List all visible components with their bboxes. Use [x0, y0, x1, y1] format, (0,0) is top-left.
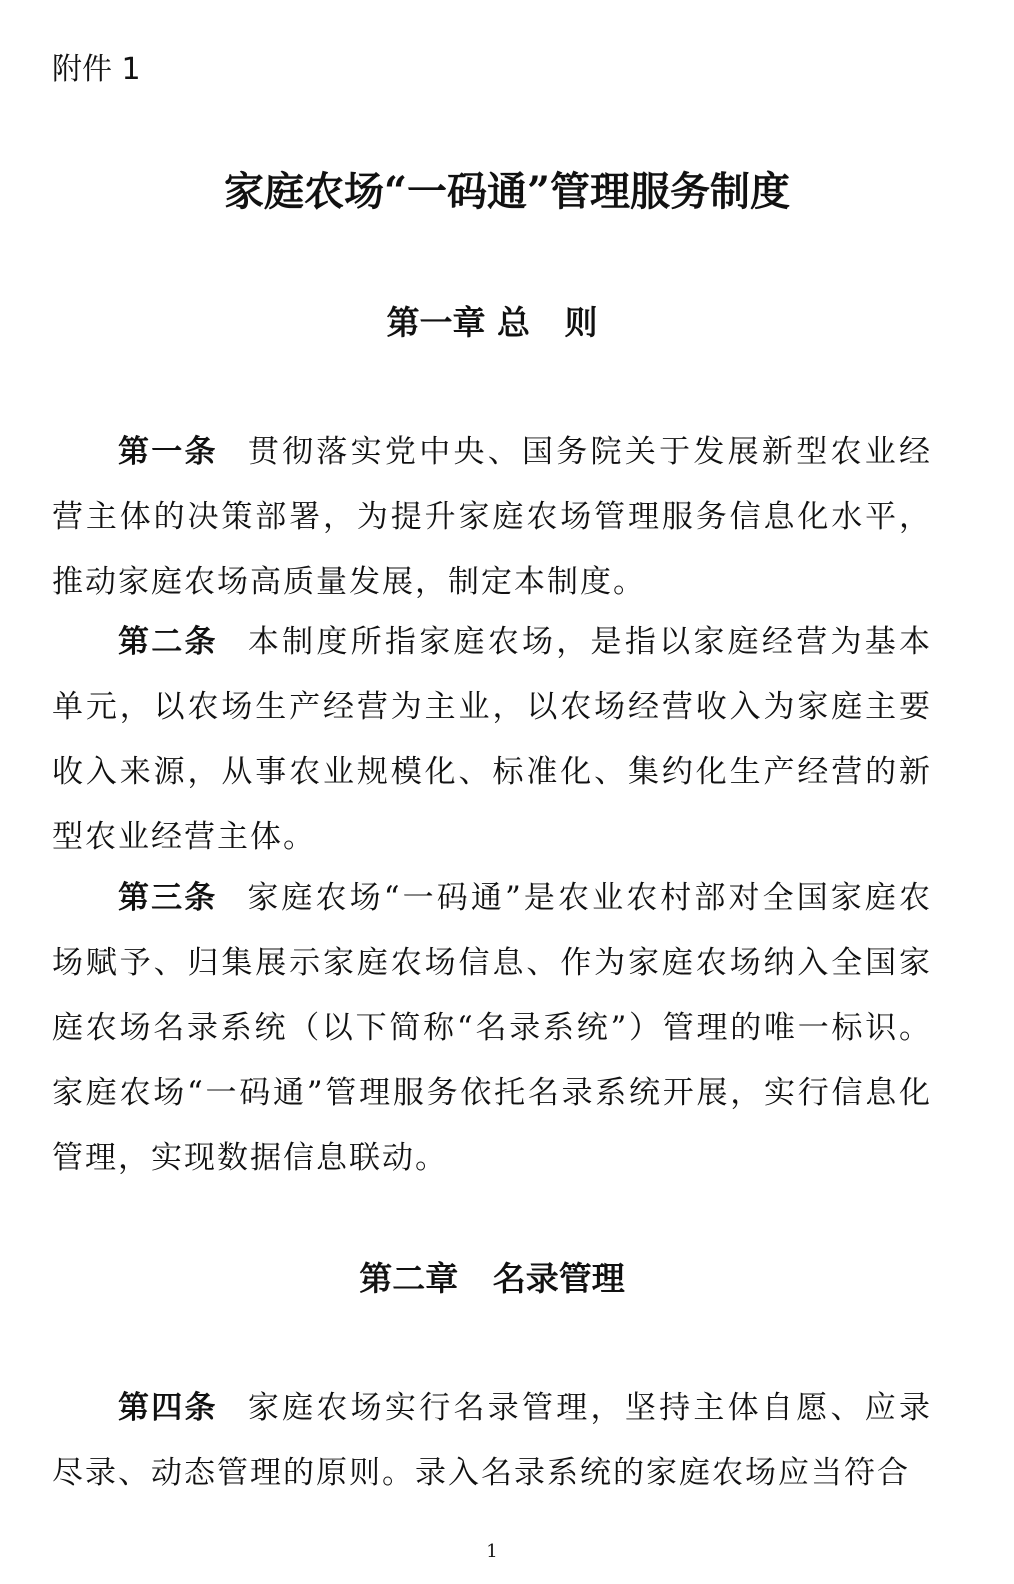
document-title: 家庭农场“一码通”管理服务制度: [223, 168, 790, 215]
attachment-label: 附件 1: [52, 52, 141, 87]
article: [52, 1376, 932, 1506]
article-number: 第四条: [118, 1390, 218, 1426]
article: [52, 610, 932, 870]
chapter-heading: 第一章 总 则: [386, 303, 598, 342]
article-text: 家庭农场实行名录管理，坚持主体自愿、应录尽录、动态管理的原则。录入名录系统的家庭农场应当符合: [52, 1390, 933, 1491]
article: [52, 420, 932, 615]
chapter-heading: 第二章 名录管理: [359, 1259, 625, 1298]
article-number: 第三条: [118, 880, 218, 916]
article-text: 贯彻落实党中央、国务院关于发展新型农业经营主体的决策部署，为提升家庭农场管理服务信息化水平，推动家庭农场高质量发展，制定本制度。: [52, 434, 933, 600]
page-number: 1: [486, 1541, 498, 1562]
article: [52, 866, 932, 1191]
article-number: 第一条: [118, 434, 218, 470]
article-text: 家庭农场“一码通”是农业农村部对全国家庭农场赋予、归集展示家庭农场信息、作为家庭农场纳入全国家庭农场名录系统（以下简称“名录系统”）管理的唯一标识。家庭农场“一码通”管理服务依托名录系统开展，实行信息化管理，实现数据信息联动。: [52, 880, 933, 1176]
article-text: 本制度所指家庭农场，是指以家庭经营为基本单元，以农场生产经营为主业，以农场经营收入为家庭主要收入来源，从事农业规模化、标准化、集约化生产经营的新型农业经营主体。: [52, 624, 933, 855]
article-number: 第二条: [118, 624, 218, 660]
